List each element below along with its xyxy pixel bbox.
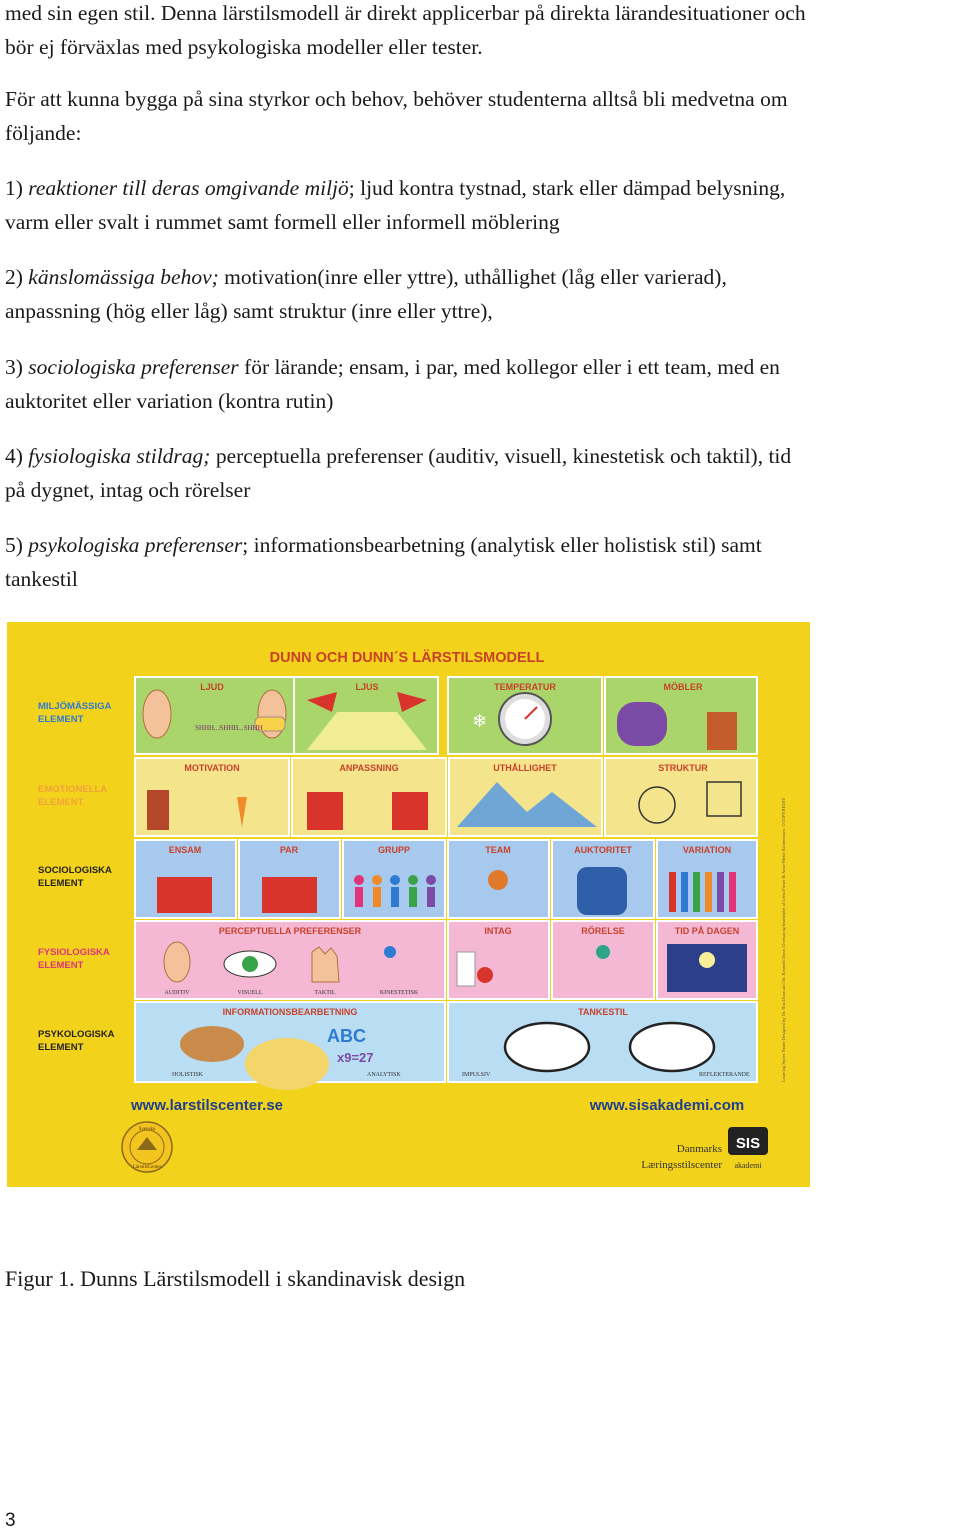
cell-label-intag: INTAG [484,926,512,936]
list-item-5: 5) psykologiska preferenser; informationsbearbetning (analytisk eller holistisk stil) samt tankestil [5,528,955,596]
book-icon [262,877,317,913]
row-label-line1: PSYKOLOGISKA [38,1029,115,1040]
text-line: tankestil [5,567,78,591]
acrobat-icon [596,945,610,959]
sub-label-auditiv: AUDITIV [164,990,190,996]
row-label-line1: MILJÖMÄSSIGA [38,701,112,712]
paragraph-intro [5,0,955,64]
book-icon [392,792,428,830]
physiological-row [135,921,757,999]
cell-label-information: INFORMATIONSBEARBETNING [222,1007,358,1017]
basketball-icon [488,870,508,890]
cell-label-par: PAR [279,845,299,855]
url-right[interactable]: www.sisakademi.com [589,1097,745,1114]
glass-icon [457,952,475,986]
term-emphasis: sociologiska preferenser [28,355,239,379]
cell-label-anpassning: ANPASSNING [339,763,399,773]
chair-icon [707,712,737,750]
sociological-row [135,840,757,918]
book-icon [157,877,212,913]
thought-bubble-icon [505,1023,589,1071]
akademi-text: akademi [734,1161,762,1170]
paragraph-lead [5,82,955,150]
learning-styles-poster [7,622,810,1187]
row-label-line1: SOCIOLOGISKA [38,865,112,876]
cell-label-struktur: STRUKTUR [658,763,708,773]
ear-icon [143,690,171,738]
list-item-3: 3) sociologiska preferenser för lärande; ensam, i par, med kollegor eller i ett team, med en auktoritet eller variation (kontra rutin) [5,350,955,418]
book-icon [307,792,343,830]
cell-label-perceptuella: PERCEPTUELLA PREFERENSER [218,926,362,936]
figure-caption: Figur 1. Dunns Lärstilsmodell i skandinavisk design [5,1266,466,1291]
cell-label-temperatur: TEMPERATUR [494,682,556,692]
row-label-line1: EMOTIONELLA [38,784,108,795]
poster-graphic [7,622,810,1187]
math-text: x9=27 [337,1050,374,1065]
term-emphasis: fysiologiska stildrag; [28,444,211,468]
cell-label-motivation: MOTIVATION [184,763,240,773]
palette-icon [180,1026,244,1062]
cell-label-team: TEAM [485,845,511,855]
text-line: med sin egen stil. Denna lärstilsmodell är direkt applicerbar på direkta lärandesituationer och [5,1,806,25]
term-emphasis: känslomässiga behov; [28,265,219,289]
cell-label-ensam: ENSAM [168,845,202,855]
laeringsstilscenter-text: Læringsstilscenter [641,1159,722,1171]
snowflake-icon: ❄ [472,711,488,731]
sub-label-analytisk: ANALYTISK [367,1072,401,1078]
cell-label-ljud: LJUD [200,682,224,692]
list-item-1: 1) reaktioner till deras omgivande miljö; ljud kontra tystnad, stark eller dämpad belysning, varm eller svalt i rummet samt formell eller informell möblering [5,171,955,239]
chair-icon [617,702,667,746]
abc-text: ABC [327,1026,366,1046]
list-item-2: 2) känslomässiga behov; motivation(inre eller yttre), uthållighet (låg eller varierad), anpassning (hög eller låg) samt struktur (inre eller yttre), [5,260,955,328]
child-face-icon [245,1038,329,1090]
figure-icon [147,790,169,830]
teacher-icon [577,867,627,915]
sub-label-holistisk: HOLISTISK [172,1072,203,1078]
page-number: 3 [5,1510,16,1531]
text-line: anpassning (hög eller låg) samt struktur (inre eller yttre), [5,299,493,323]
term-emphasis: psykologiska preferenser [28,533,243,557]
term-emphasis: reaktioner till deras omgivande miljö [28,176,349,200]
sis-text: SIS [735,1135,761,1152]
apple-icon [477,967,493,983]
cell-label-tankestil: TANKESTIL [578,1007,628,1017]
cell-label-auktoritet: AUKTORITET [574,845,632,855]
row-label-line2: ELEMENT [38,797,84,808]
cell-label-grupp: GRUPP [377,845,411,855]
seal-text: LärstilsCenter [132,1165,162,1170]
danmarks-text: Danmarks [676,1143,722,1155]
credit-text: Learning Styles Poster Designed by Dr. Rita Dunn and Dr. Kenneth Dunn. Oversat og bearbejdet af Lefta Plexer & Anne-Mette Salomonsen. ©COPYRIGHT [781,797,786,1082]
text-line: följande: [5,121,82,145]
lärstilscenter-seal [122,1122,172,1172]
text-line: på dygnet, intag och rörelser [5,478,251,502]
sub-label-impulsiv: IMPULSIV [462,1072,491,1078]
ear-icon [164,942,190,982]
seal-text: Svenska [138,1127,156,1132]
cell-label-tid: TID PÅ DAGEN [674,926,740,936]
row-label-line2: ELEMENT [38,714,84,725]
row-label-line1: FYSIOLOGISKA [38,947,110,958]
text-line: För att kunna bygga på sina styrkor och behov, behöver studenterna alltså bli medvetna om [5,87,788,111]
sub-label-kinestetisk: KINESTETISK [379,990,419,996]
cell-label-ljus: LJUS [355,682,379,692]
text-line: bör ej förväxlas med psykologiska modeller eller tester. [5,35,483,59]
list-item-4: 4) fysiologiska stildrag; perceptuella preferenser (auditiv, visuell, kinestetisk och taktil), tid på dygnet, intag och rörelser [5,439,955,507]
sub-label-taktil: TAKTIL [314,990,336,996]
emotional-row [135,758,757,836]
psychological-row [135,1002,757,1090]
row-label-line2: ELEMENT [38,960,84,971]
sub-label-visuell: VISUELL [237,990,263,996]
row-label-line2: ELEMENT [38,1042,84,1053]
row-label-line2: ELEMENT [38,878,84,889]
text-line: varm eller svalt i rummet samt formell eller informell möblering [5,210,560,234]
runner-icon [384,946,396,958]
text-line: auktoritet eller variation (kontra rutin) [5,389,334,413]
sub-label-reflekterande: REFLEKTERANDE [699,1072,750,1078]
poster-title: DUNN OCH DUNN´S LÄRSTILSMODELL [269,650,545,666]
cell-label-variation: VARIATION [682,845,732,855]
url-left[interactable]: www.larstilscenter.se [130,1097,284,1114]
shhh-text: SHHH...SHHH...SHHH [195,724,263,732]
cell-label-uthallighet: UTHÅLLIGHET [493,763,557,773]
thought-bubble-icon [630,1023,714,1071]
cell-label-mobler: MÖBLER [663,682,703,692]
cell-label-rorelse: RÖRELSE [581,926,625,936]
